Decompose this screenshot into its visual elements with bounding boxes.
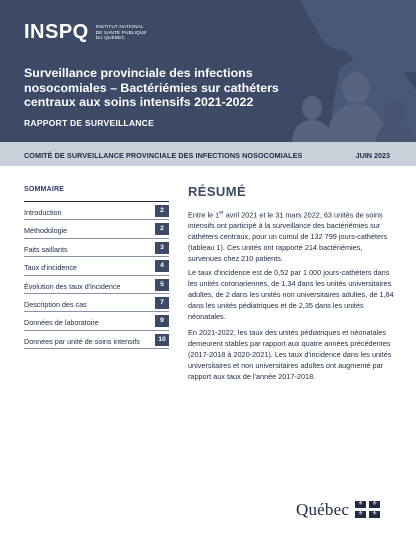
resume-heading: RÉSUMÉ — [188, 184, 247, 199]
toc-item[interactable] — [24, 276, 169, 294]
resume-paragraph: Le taux d'incidence est de 0,52 par 1 000 jours-cathéters dans les unités coronariennes, de 1,34 dans les unités universitaires adultes, de 2 dans les unités non universitaires adultes, de 1,84 dans les unités pédiatriques et de 2,35 dans les unités néonatales. — [188, 268, 394, 321]
publication-date: JUIN 2023 — [355, 151, 390, 160]
toc-page-badge: 10 — [155, 334, 169, 346]
quebec-flag-icon: ⚜ ⚜ ⚜ ⚜ — [355, 501, 381, 519]
toc-item-label: Données par unité de soins intensifs — [24, 336, 140, 346]
toc-item-label: Données de laboratoire — [24, 318, 99, 328]
toc-item-label: Taux d'incidence — [24, 263, 77, 273]
logo-subtitle-line: DE SANTÉ PUBLIQUE — [95, 29, 147, 35]
logo-subtitle-line: DU QUÉBEC — [95, 35, 125, 41]
report-title: Surveillance provinciale des infections nosocomiales – Bactériémies sur cathéters centraux aux soins intensifs 2021-2022 — [24, 66, 279, 110]
committee-name: COMITÉ DE SURVEILLANCE PROVINCIALE DES INFECTIONS NOSOCOMIALES — [24, 151, 303, 160]
cover-header — [0, 0, 416, 142]
toc-item[interactable] — [24, 294, 169, 312]
toc-item-label: Description des cas — [24, 299, 87, 309]
toc-item[interactable] — [24, 257, 169, 275]
toc-item[interactable] — [24, 331, 169, 349]
report-subtitle: RAPPORT DE SURVEILLANCE — [24, 118, 155, 128]
inspq-logo — [24, 22, 147, 42]
toc-item-label: Évolution des taux d'incidence — [24, 281, 121, 291]
toc-item[interactable] — [24, 312, 169, 330]
logo-subtitle-line: INSTITUT NATIONAL — [95, 24, 144, 29]
toc-page-badge: 3 — [155, 242, 169, 254]
table-of-contents — [24, 201, 169, 349]
toc-heading: SOMMAIRE — [24, 186, 65, 193]
toc-item[interactable] — [24, 239, 169, 257]
quebec-wordmark: Québec — [296, 500, 350, 519]
toc-item-label: Introduction — [24, 208, 62, 217]
toc-item[interactable] — [24, 202, 169, 220]
toc-page-badge: 9 — [155, 315, 169, 327]
divider — [0, 166, 416, 168]
toc-item-label: Faits saillants — [24, 244, 68, 254]
toc-page-badge: 2 — [155, 205, 169, 217]
committee-band — [0, 142, 416, 168]
logo-subtitle — [96, 22, 147, 41]
resume-paragraph: En 2021-2022, les taux des unités pédiatriques et néonatales demeurent stables par rapport aux quatre années précédentes (2017-2018 à 2020-2021). Les taux d'incidence dans les unités universitaires et non universitaires adultes ont augmenté par rapport aux taux de l'année 2017-2018. — [188, 328, 392, 381]
toc-page-badge: 7 — [155, 297, 169, 309]
toc-item[interactable] — [24, 220, 169, 238]
toc-item-label: Méthodologie — [24, 226, 68, 236]
toc-page-badge: 2 — [155, 223, 169, 235]
quebec-government-logo — [296, 500, 381, 520]
resume-paragraph: Entre le 1er avril 2021 et le 31 mars 2022, 63 unités de soins intensifs ont participé à la surveillance des bactériémies sur cathéters centraux, pour un cumul de 132 799 jours-cathéters (tableau 1). Ces unités ont rapporté 214 bactériémies, survenues chez 210 patients. — [188, 210, 388, 264]
logo-wordmark: INSPQ — [24, 21, 89, 43]
toc-page-badge: 4 — [155, 260, 169, 272]
toc-page-badge: 5 — [155, 279, 169, 291]
